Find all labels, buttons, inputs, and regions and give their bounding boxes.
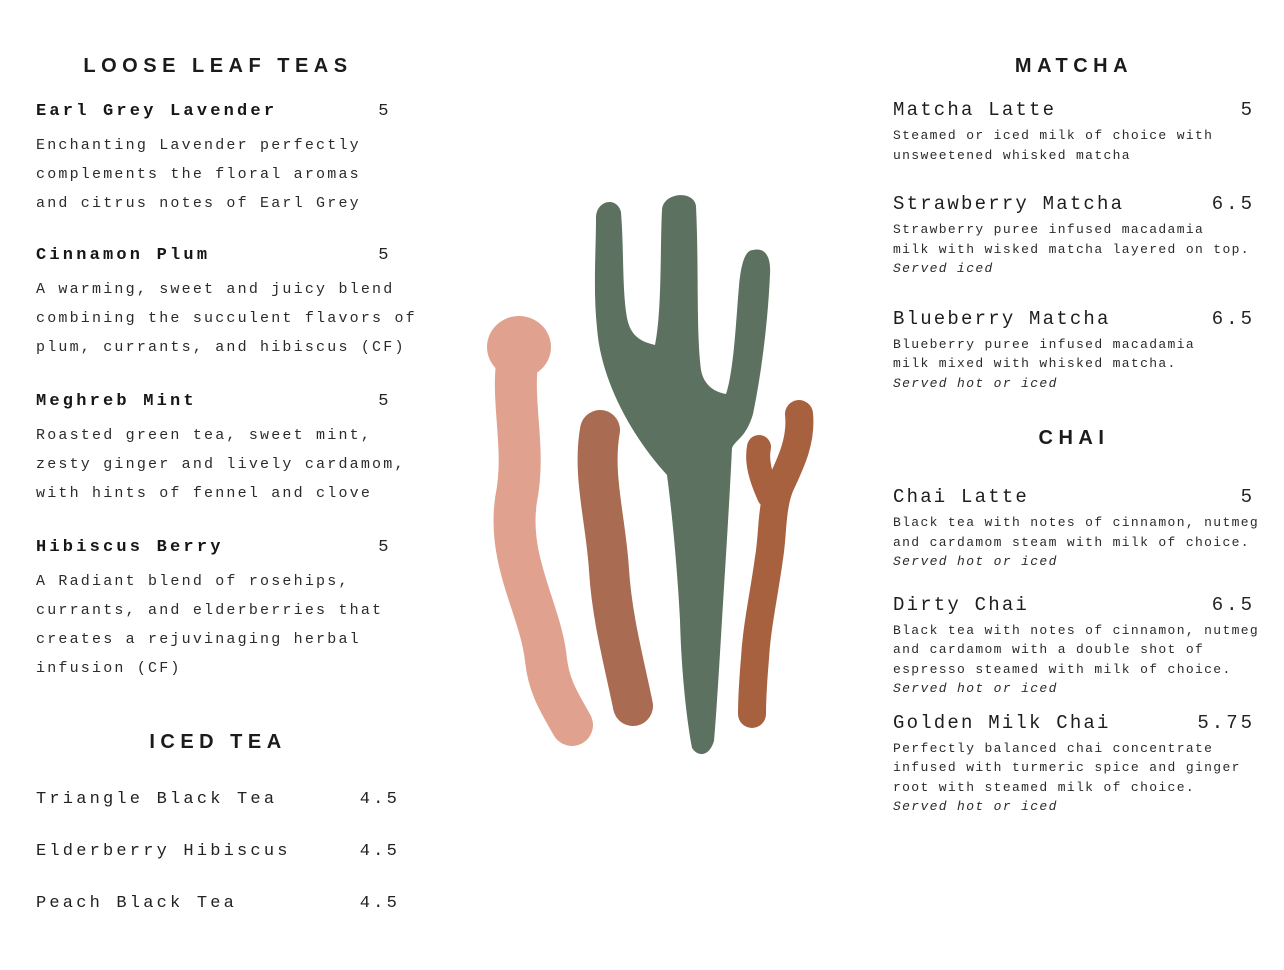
item-description: Black tea with notes of cinnamon, nutmeg and cardamom steam with milk of choice. Served hot or iced <box>893 513 1255 572</box>
item-name: Hibiscus Berry <box>36 538 224 557</box>
item-description: A warming, sweet and juicy blend combining the succulent flavors of plum, currants, and hibiscus (CF) <box>36 281 417 356</box>
item-description: Blueberry puree infused macadamia milk mixed with whisked matcha. Served hot or iced <box>893 335 1255 394</box>
brown-wavy-shape <box>598 430 633 706</box>
menu-item <box>893 192 1255 279</box>
item-price: 5 <box>378 392 390 411</box>
item-name: Blueberry Matcha <box>893 307 1111 330</box>
item-name: Cinnamon Plum <box>36 246 211 265</box>
menu-item <box>893 307 1255 394</box>
served-note: Served hot or iced <box>893 681 1058 696</box>
item-name: Earl Grey Lavender <box>36 102 278 121</box>
item-price: 4.5 <box>359 842 400 861</box>
item-description: Black tea with notes of cinnamon, nutmeg and cardamom with a double shot of espresso steamed with milk of choice. Served hot or iced <box>893 621 1255 699</box>
item-description: Steamed or iced milk of choice with unsweetened whisked matcha <box>893 128 1214 163</box>
menu-item <box>36 841 400 863</box>
right-column <box>893 54 1260 817</box>
served-note: Served iced <box>893 261 994 276</box>
menu-item <box>893 711 1255 817</box>
item-price: 6.5 <box>1211 307 1255 330</box>
item-description: Perfectly balanced chai concentrate infused with turmeric spice and ginger root with steamed milk of choice. Served hot or iced <box>893 739 1255 817</box>
item-price: 5 <box>1240 486 1255 508</box>
item-name: Dirty Chai <box>893 593 1030 616</box>
item-price: 5 <box>1240 99 1255 121</box>
item-price: 5 <box>378 246 390 265</box>
item-price: 5 <box>378 102 390 121</box>
rust-forked-shape <box>752 414 799 714</box>
menu-item <box>893 593 1260 699</box>
item-price: 5.75 <box>1197 711 1255 734</box>
item-price: 6.5 <box>1211 593 1255 616</box>
served-note: Served hot or iced <box>893 554 1058 569</box>
menu-item <box>893 485 1260 572</box>
item-name: Golden Milk Chai <box>893 711 1111 734</box>
served-note: Served hot or iced <box>893 375 1058 391</box>
item-price: 4.5 <box>359 894 400 913</box>
section-title-loose-leaf-teas: LOOSE LEAF TEAS <box>83 55 353 77</box>
pink-wavy-shape <box>487 316 572 725</box>
menu-item <box>36 893 400 915</box>
section-title-iced-tea: ICED TEA <box>149 731 287 753</box>
item-name: Meghreb Mint <box>36 392 197 411</box>
item-description: A Radiant blend of rosehips, currants, and elderberries that creates a rejuvinaging herbal infusion (CF) <box>36 573 384 677</box>
item-price: 4.5 <box>359 790 400 809</box>
menu-item <box>36 537 400 683</box>
menu-item <box>893 98 1255 165</box>
left-column <box>36 54 417 915</box>
item-name: Matcha Latte <box>893 99 1057 121</box>
item-description: Strawberry puree infused macadamia milk with wisked matcha layered on top. Served iced <box>893 220 1255 279</box>
item-price: 5 <box>378 538 390 557</box>
item-description: Enchanting Lavender perfectly complements the floral aromas and citrus notes of Earl Grey <box>36 137 361 212</box>
item-name: Triangle Black Tea <box>36 790 278 809</box>
item-name: Chai Latte <box>893 486 1030 508</box>
item-description: Roasted green tea, sweet mint, zesty ginger and lively cardamom, with hints of fennel and clove <box>36 427 406 502</box>
abstract-cacti-illustration <box>485 190 825 760</box>
menu-item <box>36 245 417 362</box>
item-name: Elderberry Hibiscus <box>36 842 291 861</box>
item-name: Strawberry Matcha <box>893 193 1125 215</box>
menu-item <box>36 391 406 508</box>
menu-item <box>36 789 400 811</box>
menu-item <box>36 101 400 218</box>
served-note: Served hot or iced <box>893 799 1058 814</box>
section-title-chai: CHAI <box>1038 427 1110 449</box>
section-title-matcha: MATCHA <box>1014 55 1134 77</box>
item-price: 6.5 <box>1211 193 1255 215</box>
item-name: Peach Black Tea <box>36 894 238 913</box>
